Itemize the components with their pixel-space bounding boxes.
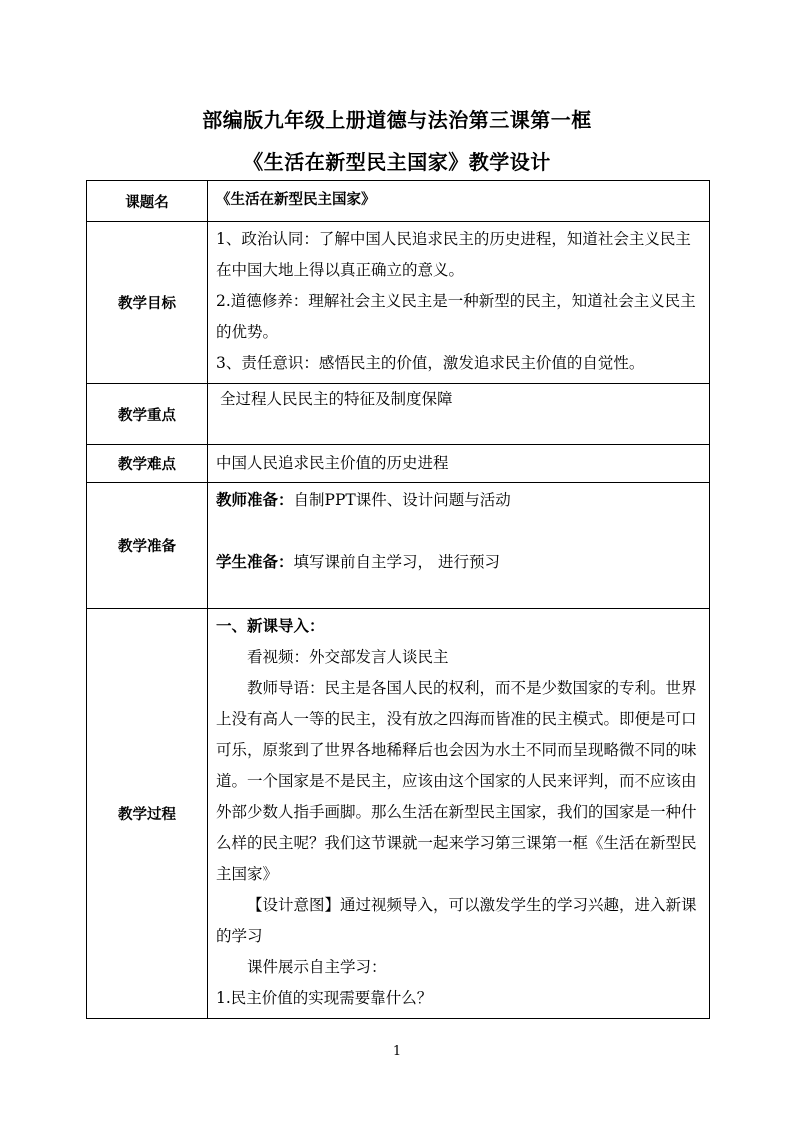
objective-item: 2.道德修养：理解社会主义民主是一种新型的民主，知道社会主义民主的优势。: [216, 292, 696, 341]
process-question-1: 1.民主价值的实现需要靠什么？: [216, 989, 433, 1007]
process-video-line: 看视频：外交部发言人谈民主: [247, 648, 449, 666]
teacher-preparation-value: 自制PPT课件、设计问题与活动: [293, 491, 511, 509]
topic-label: 课题名: [87, 181, 208, 222]
topic-value-text: 《生活在新型民主国家》: [216, 192, 376, 208]
process-section-heading: 一、新课导入：: [216, 617, 325, 635]
key-points-value: 全过程人民民主的特征及制度保障: [220, 390, 453, 408]
difficulties-value: 中国人民追求民主价值的历史进程: [216, 453, 449, 472]
student-preparation: [216, 547, 703, 578]
key-points-label: 教学重点: [87, 384, 208, 445]
document-title-line1: 部编版九年级上册道德与法治第三课第一框: [202, 108, 592, 132]
key-points-content: [208, 384, 710, 445]
document-title-line2: 《生活在新型民主国家》教学设计: [243, 150, 551, 174]
table-row-process: [87, 609, 710, 1019]
difficulties-label: 教学难点: [87, 445, 208, 483]
objectives-label: 教学目标: [87, 222, 208, 384]
preparation-content: [208, 483, 710, 609]
student-preparation-label: 学生准备：: [216, 553, 294, 571]
objective-item: 1、政治认同：了解中国人民追求民主的历史进程，知道社会主义民主在中国大地上得以真正确立的意义。: [216, 230, 691, 279]
preparation-label: 教学准备: [87, 483, 208, 609]
objectives-content: [208, 222, 710, 384]
objective-item: 3、责任意识：感悟民主的价值，激发追求民主价值的自觉性。: [216, 354, 645, 372]
table-row-difficulties: [87, 445, 710, 483]
teacher-preparation: [216, 485, 703, 516]
student-preparation-value: 填写课前自主学习， 进行预习: [293, 553, 500, 571]
lesson-plan-table: [86, 180, 710, 1019]
process-content: [208, 609, 710, 1019]
table-row-key-points: [87, 384, 710, 445]
table-row-preparation: [87, 483, 710, 609]
topic-value: [208, 181, 710, 222]
table-row-topic: [87, 181, 710, 222]
teacher-preparation-label: 教师准备：: [216, 491, 294, 509]
page-number: 1: [392, 1044, 402, 1059]
process-design-intent: 【设计意图】通过视频导入，可以激发学生的学习兴趣，进入新课的学习: [216, 896, 697, 945]
process-courseware-line: 课件展示自主学习：: [247, 958, 387, 976]
process-teacher-intro: 教师导语：民主是各国人民的权利，而不是少数国家的专利。世界上没有高人一等的民主，没有放之四海而皆准的民主模式。即便是可口可乐，原浆到了世界各地稀释后也会因为水土不同而呈现略微不同的味道。一个国家是不是民主，应该由这个国家的人民来评判，而不应该由外部少数人指手画脚。那么生活在新型民主国家，我们的国家是一种什么样的民主呢？我们这节课就一起来学习第三课第一框《生活在新型民主国家》: [216, 679, 697, 883]
difficulties-content: [208, 445, 710, 483]
process-label: 教学过程: [87, 609, 208, 1019]
table-row-objectives: [87, 222, 710, 384]
